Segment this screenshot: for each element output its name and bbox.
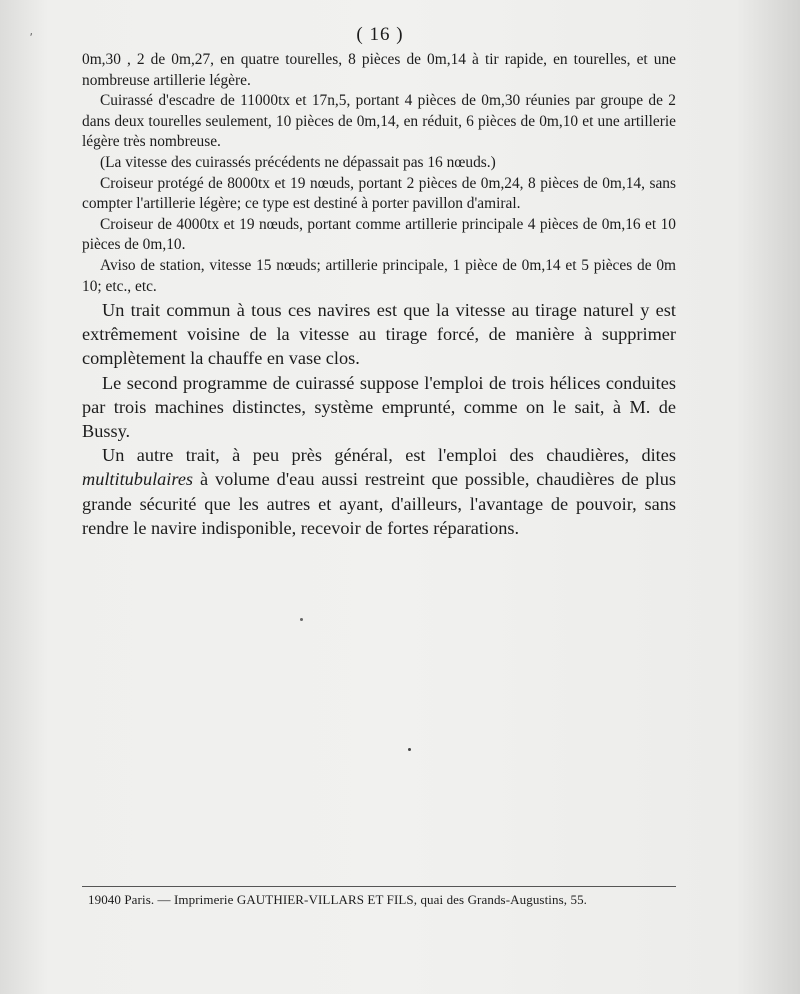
paragraph-small-3: (La vitesse des cuirassés précédents ne dépassait pas 16 nœuds.) [100, 153, 496, 171]
body-text-section [82, 298, 676, 540]
paragraph-body-3 [82, 443, 676, 540]
paragraph-small-2: Cuirassé d'escadre de 11000tx et 17n,5, portant 4 pièces de 0m,30 réunies par groupe de 2 dans deux tourelles seulement, 10 pièces de 0m,14, en réduit, 6 pièces de 0m,10 et une artillerie légère très nombreuse. [82, 92, 676, 151]
paragraph-small-5: Croiseur de 4000tx et 19 nœuds, portant comme artillerie principale 4 pièces de 0m,16 et 10 pièces de 0m,10. [82, 215, 676, 254]
paragraph-body-3-start: Un autre trait, à peu près général, est l'emploi des chaudières, dites [102, 445, 676, 466]
speck-mark [408, 748, 411, 751]
printer-imprint: 19040 Paris. — Imprimerie GAUTHIER-VILLARS ET FILS, quai des Grands-Augustins, 55. [88, 892, 588, 907]
paragraph-body-2: Le second programme de cuirassé suppose l'emploi de trois hélices conduites par trois machines distinctes, système emprunté, comme on le sait, à M. de Bussy. [82, 372, 676, 442]
page-number: ( 16 ) [356, 24, 404, 45]
ship-list-section [82, 50, 676, 297]
paragraph-body-1: Un trait commun à tous ces navires est que la vitesse au tirage naturel y est extrêmement voisine de la vitesse au tirage forcé, de manière à supprimer complètement la chauffe en vase clos. [82, 300, 676, 369]
italic-term: multitubulaires [82, 469, 194, 490]
paragraph-body-3-end: à volume d'eau aussi restreint que possible, chaudières de plus grande sécurité que les autres et ayant, d'ailleurs, l'avantage de pouvoir, sans rendre le navire indisponible, recevoir de fortes réparations. [82, 469, 676, 538]
footer-rule [82, 886, 676, 887]
paragraph-small-4: Croiseur protégé de 8000tx et 19 nœuds, portant 2 pièces de 0m,24, 8 pièces de 0m,14, sans compter l'artillerie légère; ce type est destiné à porter pavillon d'amiral. [82, 174, 676, 213]
paragraph-small-1: 0m,30 , 2 de 0m,27, en quatre tourelles, 8 pièces de 0m,14 à tir rapide, en tourelles, et une nombreuse artillerie légère. [82, 51, 676, 89]
corner-mark: ʹ [30, 30, 33, 44]
speck-mark [300, 618, 303, 621]
paragraph-small-6: Aviso de station, vitesse 15 nœuds; artillerie principale, 1 pièce de 0m,14 et 5 pièces de 0m 10; etc., etc. [82, 256, 676, 295]
